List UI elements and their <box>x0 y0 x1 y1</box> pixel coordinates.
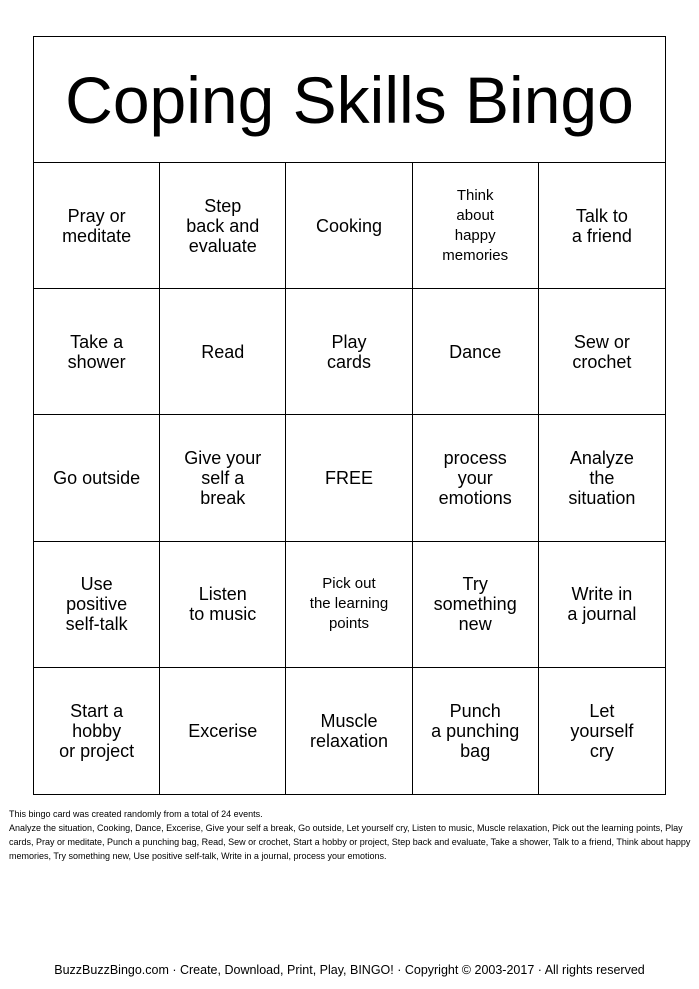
bingo-cell: Listen to music <box>160 542 286 668</box>
bingo-card <box>33 36 666 795</box>
bingo-cell: Let yourself cry <box>570 700 634 761</box>
bingo-cell: Excerise <box>160 668 286 794</box>
card-title: Coping Skills Bingo <box>65 62 634 137</box>
bingo-grid <box>34 163 665 794</box>
bingo-cell: Start a hobby or project <box>34 668 160 794</box>
bingo-cell: Pick out the learning points <box>286 542 412 668</box>
bingo-cell: Step back and evaluate <box>160 163 286 289</box>
event-notes <box>9 807 691 863</box>
title-box <box>34 37 665 163</box>
bingo-cell: Cooking <box>286 163 412 289</box>
bingo-cell: Pray or meditate <box>34 163 160 289</box>
bingo-cell: process your emotions <box>413 415 539 541</box>
bingo-cell: Read <box>160 289 286 415</box>
bingo-cell: Muscle relaxation <box>286 668 412 794</box>
bingo-cell: Play cards <box>286 289 412 415</box>
bingo-cell: Punch a punching bag <box>413 668 539 794</box>
bingo-cell: Analyze the situation <box>539 415 665 541</box>
bingo-cell: Use positive self-talk <box>34 542 160 668</box>
bingo-cell: Dance <box>413 289 539 415</box>
notes-summary: This bingo card was created randomly from a total of 24 events. <box>9 809 263 819</box>
bingo-cell: Write in a journal <box>539 542 665 668</box>
bingo-cell: Talk to a friend <box>539 163 665 289</box>
bingo-cell: Think about happy memories <box>413 163 539 289</box>
bingo-cell: Go outside <box>34 415 160 541</box>
free-cell: FREE <box>286 415 412 541</box>
bingo-cell: Give your self a break <box>160 415 286 541</box>
bingo-cell: Try something new <box>413 542 539 668</box>
footer-copyright: BuzzBuzzBingo.com · Create, Download, Print, Play, BINGO! · Copyright © 2003-2017 · All rights reserved <box>54 963 645 977</box>
notes-event-list: Analyze the situation, Cooking, Dance, Excerise, Give your self a break, Go outside, Let yourself cry, Listen to music, Muscle relaxation, Pick out the learning points, Play cards, Pray or meditate, Punch a punching bag, Read, Sew or crochet, Start a hobby or project, Step back and evaluate, Take a shower, Talk to a friend, Think about happy memories, Try something new, Use positive self-talk, Write in a journal, process your emotions. <box>9 823 691 861</box>
bingo-cell: Take a shower <box>34 289 160 415</box>
bingo-cell: Sew or crochet <box>539 289 665 415</box>
